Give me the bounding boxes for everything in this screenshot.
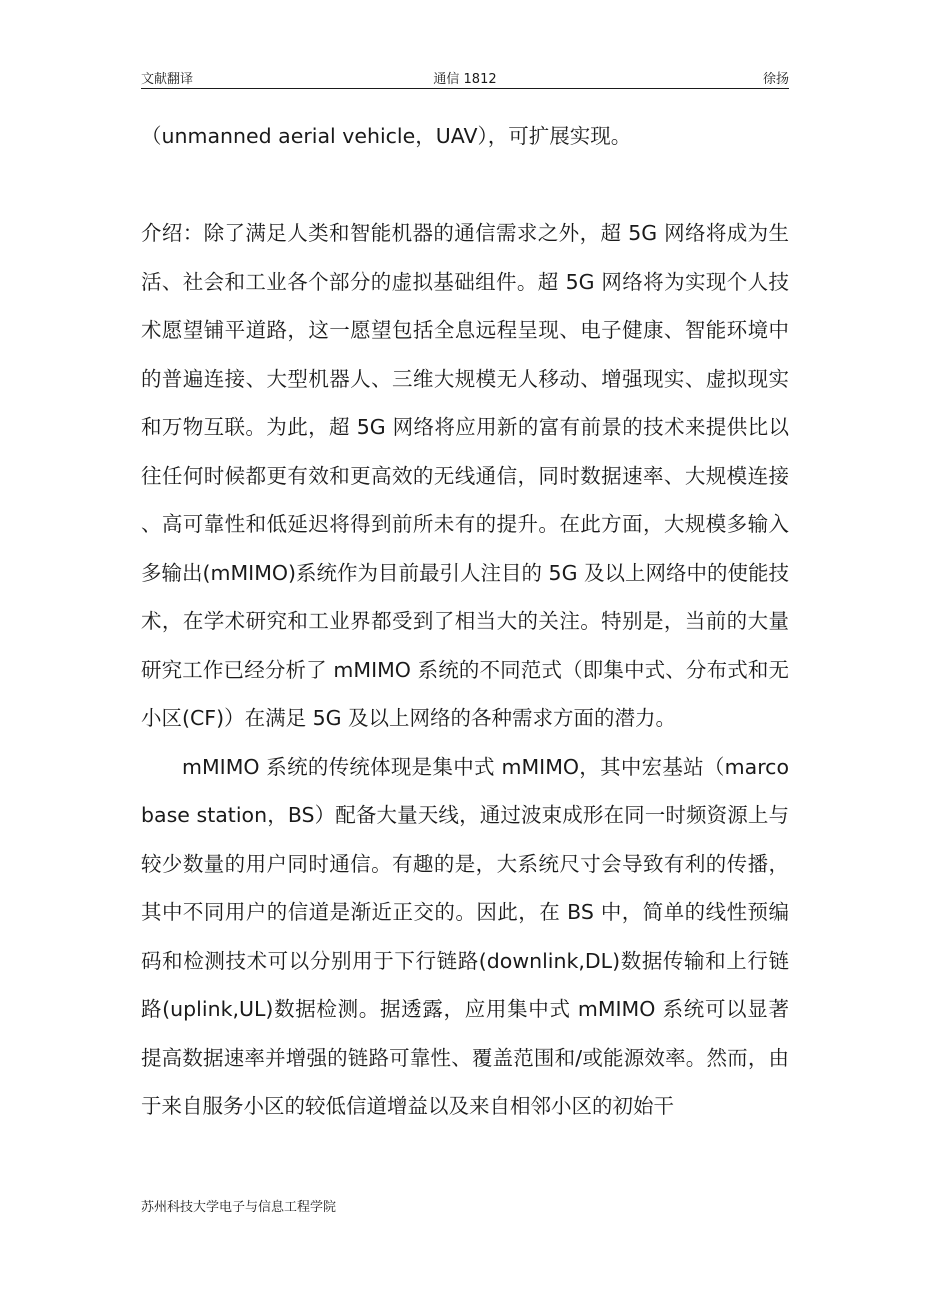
header-left-label: 文献翻译: [141, 72, 194, 87]
header-center-label: 通信 1812: [433, 72, 497, 87]
page-footer: 苏州科技大学电子与信息工程学院: [141, 1200, 337, 1215]
main-text: [141, 209, 789, 1131]
continuation-line: （unmanned aerial vehicle，UAV），可扩展实现。: [141, 124, 632, 148]
page-header: [141, 66, 789, 89]
continuation-block: [141, 112, 789, 161]
header-author: 徐扬: [762, 72, 789, 87]
intro-paragraph: 介绍：除了满足人类和智能机器的通信需求之外，超 5G 网络将成为生活、社会和工业各个部分的虚拟基础组件。超 5G 网络将为实现个人技术愿望铺平道路，这一愿望包括全息远程呈现、电子健康、智能环境中的普遍连接、大型机器人、三维大规模无人移动、增强现实、虚拟现实和万物互联。为此，超 5G 网络将应用新的富有前景的技术来提供比以往任何时候都更有效和更高效的无线通信，同时数据速率、大规模连接、高可靠性和低延迟将得到前所未有的提升。在此方面，大规模多输入多输出(mMIMO)系统作为目前最引人注目的 5G 及以上网络中的使能技术，在学术研究和工业界都受到了相当大的关注。特别是，当前的大量研究工作已经分析了 mMIMO 系统的不同范式（即集中式、分布式和无小区(CF)）在满足 5G 及以上网络的各种需求方面的潜力。: [141, 221, 789, 730]
body-paragraph: mMIMO 系统的传统体现是集中式 mMIMO，其中宏基站（marco base station，BS）配备大量天线，通过波束成形在同一时频资源上与较少数量的用户同时通信。有趣的是，大系统尺寸会导致有利的传播，其中不同用户的信道是渐近正交的。因此，在 BS 中，简单的线性预编码和检测技术可以分别用于下行链路(downlink,DL)数据传输和上行链路(uplink,UL)数据检测。据透露，应用集中式 mMIMO 系统可以显著提高数据速率并增强的链路可靠性、覆盖范围和/或能源效率。然而，由于来自服务小区的较低信道增益以及来自相邻小区的初始干: [141, 754, 789, 1118]
